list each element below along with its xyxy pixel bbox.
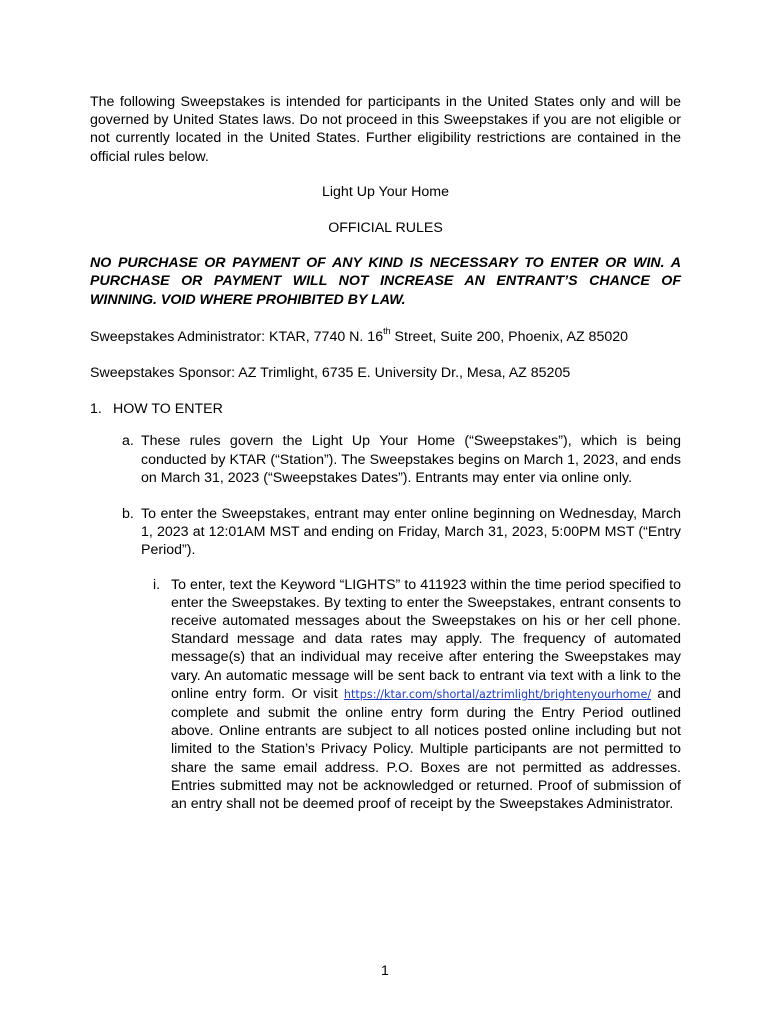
sweepstakes-title: Light Up Your Home — [322, 183, 449, 200]
administrator-line — [90, 328, 681, 346]
document-page — [90, 93, 681, 813]
section-title: HOW TO ENTER — [113, 401, 223, 418]
official-rules-heading: OFFICIAL RULES — [328, 220, 443, 237]
section-number: 1. — [90, 401, 102, 418]
entry-conditions: and complete and submit the online entry form during the Entry Period outlined above. Online entrants are subject to all notices posted online including but not limited to the Station’s Privacy Policy. Multiple participants are not permitted to share the same email address. P.O. Boxes are not permitted as addresses. Entries submitted may not be acknowledged or returned. Proof of submission of an entry shall not be deemed proof of receipt by the Sweepstakes Administrator. — [171, 685, 681, 813]
list-marker-a: a. — [122, 433, 134, 450]
list-item-i — [90, 576, 681, 814]
intro-paragraph: The following Sweepstakes is intended for participants in the United States only and will be governed by United States laws. Do not proceed in this Sweepstakes if you are not eligible or not currently located in the United States. Further eligibility restrictions are contained in the official rules below. — [90, 94, 681, 165]
administrator-address: Street, Suite 200, Phoenix, AZ 85020 — [390, 328, 629, 345]
list-item-b-text: To enter the Sweepstakes, entrant may enter online beginning on Wednesday, March 1, 2023 at 12:01AM MST and ending on Friday, March 31, 2023, 5:00PM MST (“Entry Period”). — [141, 506, 681, 559]
list-marker-i: i. — [153, 576, 161, 593]
section-heading — [90, 400, 681, 418]
list-item-b — [90, 505, 681, 560]
list-item-a-text: These rules govern the Light Up Your Home (“Sweepstakes”), which is being conducted by KTAR (“Station”). The Sweepstakes begins on March 1, 2023, and ends on March 31, 2023 (“Sweepstakes Dates”). Entrants may enter via online only. — [141, 433, 681, 486]
list-item-a — [90, 432, 681, 487]
page-number: 1 — [381, 963, 389, 979]
ordinal-suffix: th — [383, 326, 391, 337]
no-purchase-notice: NO PURCHASE OR PAYMENT OF ANY KIND IS NECESSARY TO ENTER OR WIN. A PURCHASE OR PAYMENT WILL NOT INCREASE AN ENTRANT’S CHANCE OF WINNING. VOID WHERE PROHIBITED BY LAW. — [90, 255, 681, 308]
list-marker-b: b. — [122, 506, 134, 523]
entry-instructions: To enter, text the Keyword “LIGHTS” to 411923 within the time period specified to enter the Sweepstakes. By texting to enter the Sweepstakes, entrant consents to receive automated messages about the Sweepstakes on his or her cell phone. Standard message and data rates may apply. The frequency of automated message(s) that an individual may receive after entering the Sweepstakes may vary. An automatic message will be sent back to entrant via text with a link to the online entry form. Or visit — [171, 576, 681, 702]
administrator-text: Sweepstakes Administrator: KTAR, 7740 N. 16 — [90, 328, 384, 345]
sponsor-line: Sweepstakes Sponsor: AZ Trimlight, 6735 E. University Dr., Mesa, AZ 85205 — [90, 365, 571, 382]
list-item-i-text — [171, 576, 681, 814]
entry-form-link[interactable]: https://ktar.com/shortal/aztrimlight/brightenyourhome/ — [343, 687, 652, 701]
